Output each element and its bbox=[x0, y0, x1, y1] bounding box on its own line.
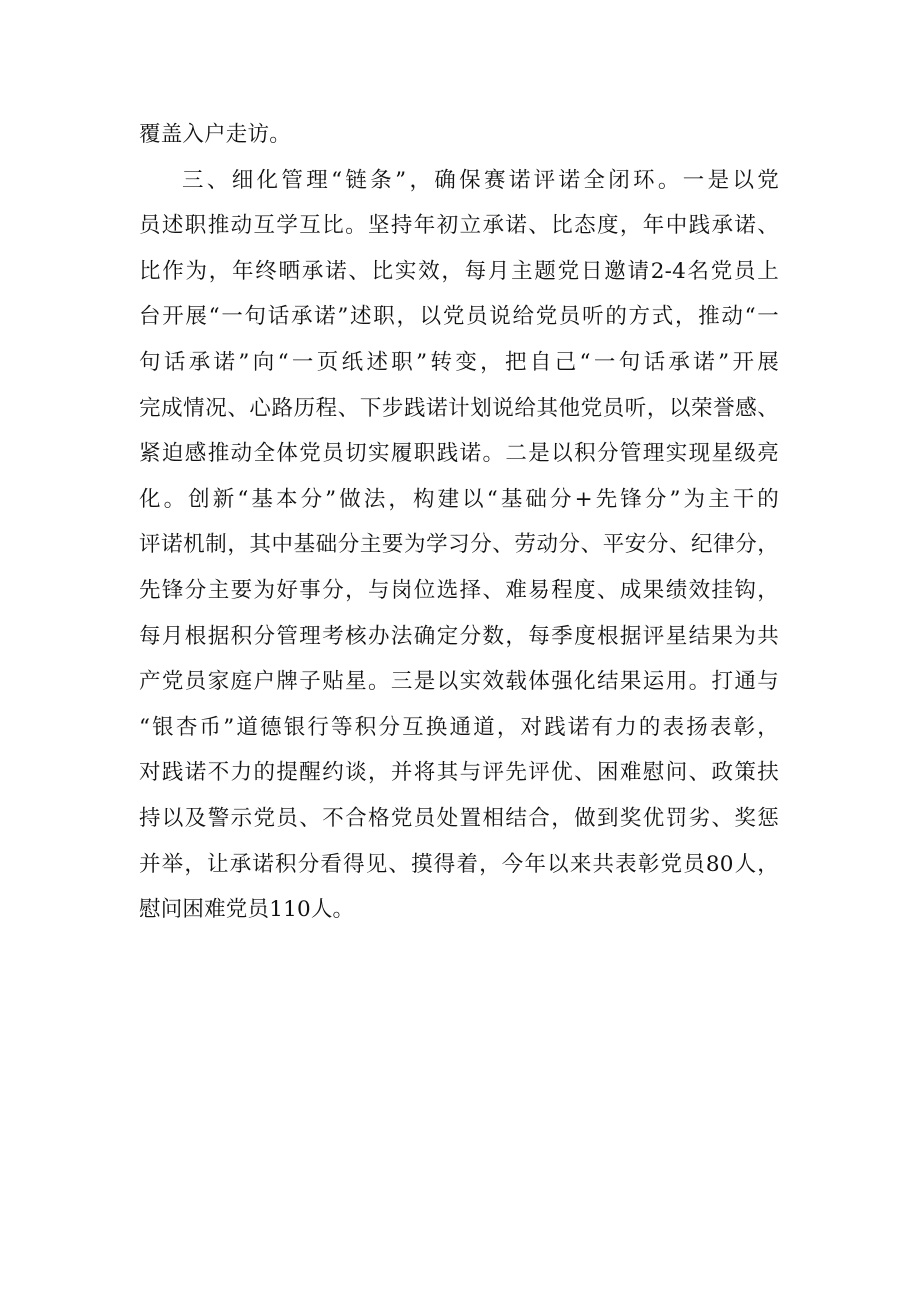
text-line: 覆盖入户走访。 bbox=[139, 122, 291, 147]
text-line: 每月根据积分管理考核办法确定分数，每季度根据评星结果为共 bbox=[139, 623, 779, 649]
document-body bbox=[139, 112, 779, 933]
text-line: 紧迫感推动全体党员切实履职践诺。二是以积分管理实现星级亮 bbox=[139, 441, 779, 467]
text-line: 慰问困难党员110人。 bbox=[139, 897, 355, 923]
text-line: 员述职推动互学互比。坚持年初立承诺、比态度，年中践承诺、 bbox=[139, 213, 779, 239]
text-line: 先锋分主要为好事分，与岗位选择、难易程度、成果绩效挂钩， bbox=[139, 577, 779, 603]
text-line: 台开展“一句话承诺”述职，以党员说给党员听的方式，推动“一 bbox=[139, 304, 779, 330]
text-line: 对践诺不力的提醒约谈，并将其与评先评优、困难慰问、政策扶 bbox=[139, 760, 779, 786]
text-line: “银杏币”道德银行等积分互换通道，对践诺有力的表扬表彰， bbox=[139, 714, 779, 740]
text-line: 完成情况、心路历程、下步践诺计划说给其他党员听，以荣誉感、 bbox=[139, 395, 779, 421]
text-line: 化。创新“基本分”做法，构建以“基础分+先锋分”为主干的 bbox=[139, 486, 779, 512]
text-line: 句话承诺”向“一页纸述职”转变，把自己“一句话承诺”开展 bbox=[139, 349, 779, 375]
text-line: 并举，让承诺积分看得见、摸得着，今年以来共表彰党员80人， bbox=[139, 851, 779, 877]
text-line: 产党员家庭户牌子贴星。三是以实效载体强化结果运用。打通与 bbox=[139, 669, 779, 695]
text-line: 三、细化管理“链条”，确保赛诺评诺全闭环。一是以党 bbox=[182, 167, 779, 193]
text-line: 评诺机制，其中基础分主要为学习分、劳动分、平安分、纪律分， bbox=[139, 532, 779, 558]
paragraph-1 bbox=[139, 112, 779, 158]
text-line: 持以及警示党员、不合格党员处置相结合，做到奖优罚劣、奖惩 bbox=[139, 805, 779, 831]
paragraph-2 bbox=[139, 158, 779, 933]
text-line: 比作为，年终晒承诺、比实效，每月主题党日邀请2-4名党员上 bbox=[139, 258, 779, 284]
